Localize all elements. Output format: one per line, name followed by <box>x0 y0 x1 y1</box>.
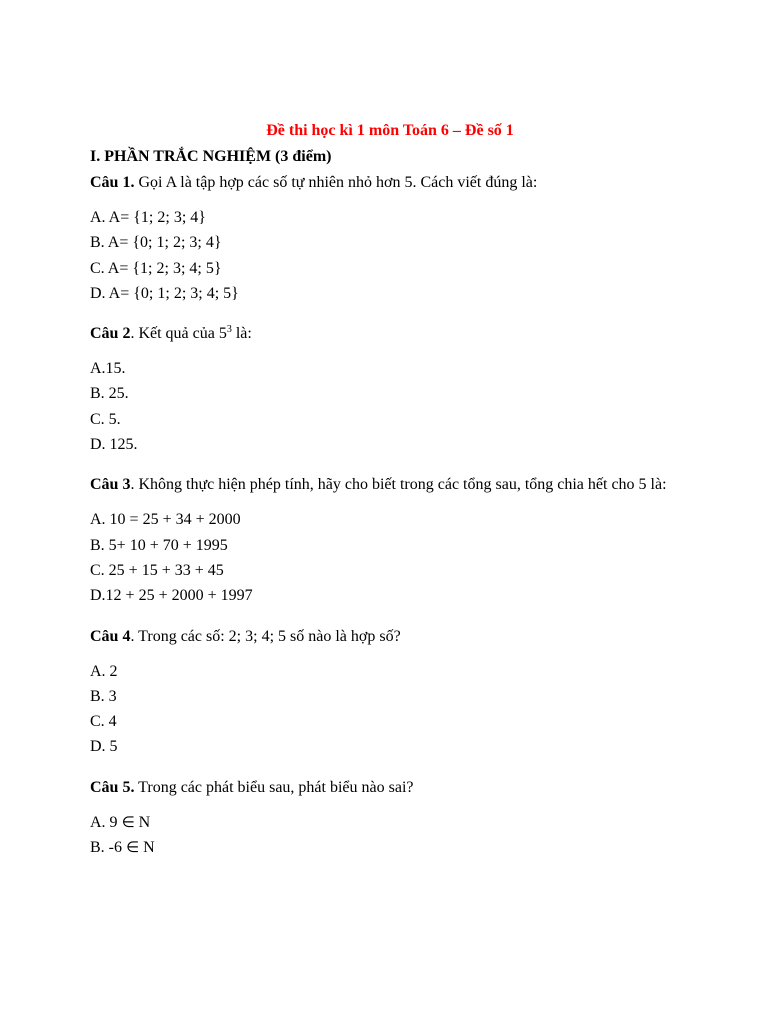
question-3-label: Câu 3 <box>90 476 131 494</box>
question-1 <box>90 170 680 195</box>
option-item: A. 9 ∈ N <box>90 812 151 831</box>
option-item: D. A= {0; 1; 2; 3; 4; 5} <box>90 284 239 302</box>
document-title: Đề thi học kì 1 môn Toán 6 – Đề số 1 <box>266 122 514 139</box>
document-page <box>90 118 680 875</box>
option-item: C. 25 + 15 + 33 + 45 <box>90 561 224 579</box>
option-item: D.12 + 25 + 2000 + 1997 <box>90 587 253 605</box>
question-5 <box>90 775 680 800</box>
option-item: C. A= {1; 2; 3; 4; 5} <box>90 259 222 277</box>
question-1-options <box>90 205 680 306</box>
question-5-options <box>90 810 680 861</box>
exponent: 3 <box>226 324 232 336</box>
option-item: A. A= {1; 2; 3; 4} <box>90 209 206 226</box>
section-heading: I. PHẦN TRẮC NGHIỆM (3 điểm) <box>90 148 332 165</box>
question-1-label: Câu 1. <box>90 174 135 191</box>
question-4-label: Câu 4 <box>90 627 131 645</box>
question-3-options <box>90 507 680 608</box>
question-3 <box>90 472 680 497</box>
option-item: C. 5. <box>90 410 121 428</box>
question-2-options <box>90 356 680 457</box>
question-1-text: Gọi A là tập hợp các số tự nhiên nhỏ hơn 5. Cách viết đúng là: <box>134 174 538 191</box>
option-item: D. 125. <box>90 436 138 454</box>
option-item: A.15. <box>90 360 126 378</box>
element-of-icon: ∈ <box>126 838 140 857</box>
question-2-text: . Kết quả của 5 <box>130 325 227 343</box>
option-item: B. -6 ∈ N <box>90 838 155 857</box>
option-item: B. 5+ 10 + 70 + 1995 <box>90 536 228 554</box>
question-2-text-end: là: <box>231 325 252 343</box>
question-2-label: Câu 2 <box>90 325 131 343</box>
option-item: B. 3 <box>90 687 117 705</box>
question-5-label: Câu 5. <box>90 778 135 796</box>
option-item: A. 2 <box>90 662 118 680</box>
option-item: C. 4 <box>90 713 117 731</box>
question-2 <box>90 321 680 346</box>
question-5-text: Trong các phát biểu sau, phát biểu nào sai? <box>134 778 414 796</box>
option-item: D. 5 <box>90 738 118 756</box>
question-4-text: . Trong các số: 2; 3; 4; 5 số nào là hợp số? <box>130 627 401 645</box>
element-of-icon: ∈ <box>121 812 135 831</box>
option-item: B. A= {0; 1; 2; 3; 4} <box>90 234 222 252</box>
option-item: A. 10 = 25 + 34 + 2000 <box>90 511 241 529</box>
question-3-text: . Không thực hiện phép tính, hãy cho biết trong các tổng sau, tổng chia hết cho 5 là: <box>130 476 667 494</box>
question-4 <box>90 624 680 649</box>
option-item: B. 25. <box>90 385 129 403</box>
question-4-options <box>90 659 680 760</box>
